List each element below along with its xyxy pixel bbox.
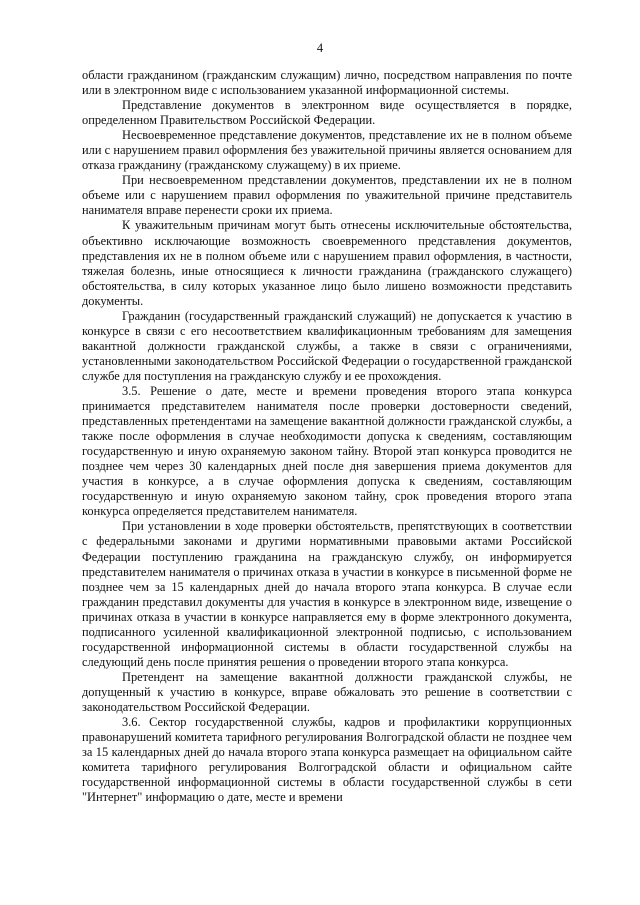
paragraph-electronic-submission: Представление документов в электронном виде осуществляется в порядке, определенном Правительством Российской Федерации. (82, 98, 572, 128)
paragraph-valid-reasons: К уважительным причинам могут быть отнесены исключительные обстоятельства, объективно исключающие возможность своевременного представления документов, представления их не в полном объеме или с нарушением правил оформления, в частности, тяжелая болезнь, иные относящиеся к личности гражданина (гражданского служащего) обстоятельства, в силу которых указанное лицо было лишено возможности представить документы. (82, 218, 572, 308)
paragraph-section-3-5: 3.5. Решение о дате, месте и времени проведения второго этапа конкурса принимается представителем нанимателя после проверки достоверности сведений, представленных претендентами на замещение вакантной должности гражданской службы, а также после оформления в случае необходимости допуска к сведениям, составляющим государственную и иную охраняемую законом тайну. Второй этап конкурса проводится не позднее чем через 30 календарных дней после дня завершения приема документов для участия в конкурсе, а в случае оформления допуска к сведениям, составляющим государственную и иную охраняемую законом тайну, срок проведения второго этапа конкурса определяется представителем нанимателя. (82, 383, 572, 519)
paragraph-refusal-notice: При установлении в ходе проверки обстоятельств, препятствующих в соответствии с федеральными законами и другими нормативными правовыми актами Российской Федерации поступлению гражданина на гражданскую службу, он информируется представителем нанимателя о причинах отказа в участии в конкурсе в письменной форме не позднее чем за 15 календарных дней до начала второго этапа конкурса. В случае если гражданин представил документы для участия в конкурсе в электронном виде, извещение о причинах отказа в участии в конкурсе направляется ему в форме электронного документа, подписанного усиленной квалификационной электронной подписью, с использованием государственной информационной системы в области государственной службы на следующий день после принятия решения о проведении второго этапа конкурса. (82, 519, 572, 669)
page-number: 4 (316, 41, 324, 55)
paragraph-section-3-6: 3.6. Сектор государственной службы, кадров и профилактики коррупционных правонарушений комитета тарифного регулирования Волгоградской области не позднее чем за 15 календарных дней до начала второго этапа конкурса размещает на официальном сайте комитета тарифного регулирования Волгоградской области и официальном сайте государственной информационной системы в области государственной службы в сети "Интернет" информацию о дате, месте и времени (82, 715, 572, 805)
paragraph-not-admitted: Гражданин (государственный гражданский служащий) не допускается к участию в конкурсе в связи с его несоответствием квалификационным требованиям для замещения вакантной должности гражданской службы, а также в связи с ограничениями, установленными законодательством Российской Федерации о государственной гражданской службе для поступления на гражданскую службу и ее прохождения. (82, 308, 572, 383)
paragraph-continuation: области гражданином (гражданским служащим) лично, посредством направления по почте или в электронном виде с использованием указанной информационной системы. (82, 68, 572, 98)
paragraph-untimely-submission: Несвоевременное представление документов, представление их не в полном объеме или с нарушением правил оформления без уважительной причины является основанием для отказа гражданину (гражданскому служащему) в их приеме. (82, 128, 572, 173)
paragraph-appeal: Претендент на замещение вакантной должности гражданской службы, не допущенный к участию в конкурсе, вправе обжаловать это решение в соответствии с законодательством Российской Федерации. (82, 669, 572, 714)
paragraph-valid-reason-extension: При несвоевременном представлении документов, представлении их не в полном объеме или с нарушением правил оформления по уважительной причине представитель нанимателя вправе перенести сроки их приема. (82, 173, 572, 218)
document-body (82, 68, 572, 805)
